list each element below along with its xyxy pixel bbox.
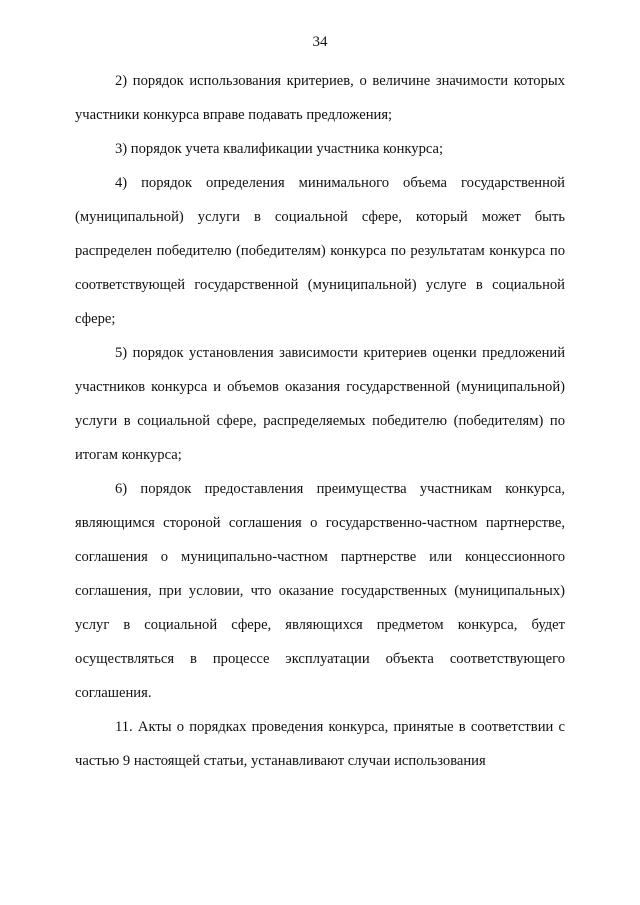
document-body bbox=[75, 64, 565, 778]
page-number: 34 bbox=[312, 34, 328, 50]
paragraph-item-4: 4) порядок определения минимального объема государственной (муниципальной) услуги в социальной сфере, который может быть распределен победителю (победителям) конкурса по результатам конкурса по соответствующей государственной (муниципальной) услуге в социальной сфере; bbox=[75, 175, 565, 327]
paragraph-item-3: 3) порядок учета квалификации участника конкурса; bbox=[115, 141, 444, 157]
paragraph-item-2: 2) порядок использования критериев, о величине значимости которых участники конкурса вправе подавать предложения; bbox=[75, 73, 565, 123]
paragraph-item-6: 6) порядок предоставления преимущества участникам конкурса, являющимся стороной соглашения о государственно-частном партнерстве, соглашения о муниципально-частном партнерстве или концессионного соглашения, при условии, что оказание государственных (муниципальных) услуг в социальной сфере, являющихся предметом конкурса, будет осуществляться в процессе эксплуатации объекта соответствующего соглашения. bbox=[75, 481, 565, 701]
paragraph-part-11: 11. Акты о порядках проведения конкурса, принятые в соответствии с частью 9 настоящей статьи, устанавливают случаи использования bbox=[75, 719, 565, 769]
paragraph-item-5: 5) порядок установления зависимости критериев оценки предложений участников конкурса и объемов оказания государственной (муниципальной) услуги в социальной сфере, распределяемых победителю (победителям) по итогам конкурса; bbox=[75, 345, 565, 463]
